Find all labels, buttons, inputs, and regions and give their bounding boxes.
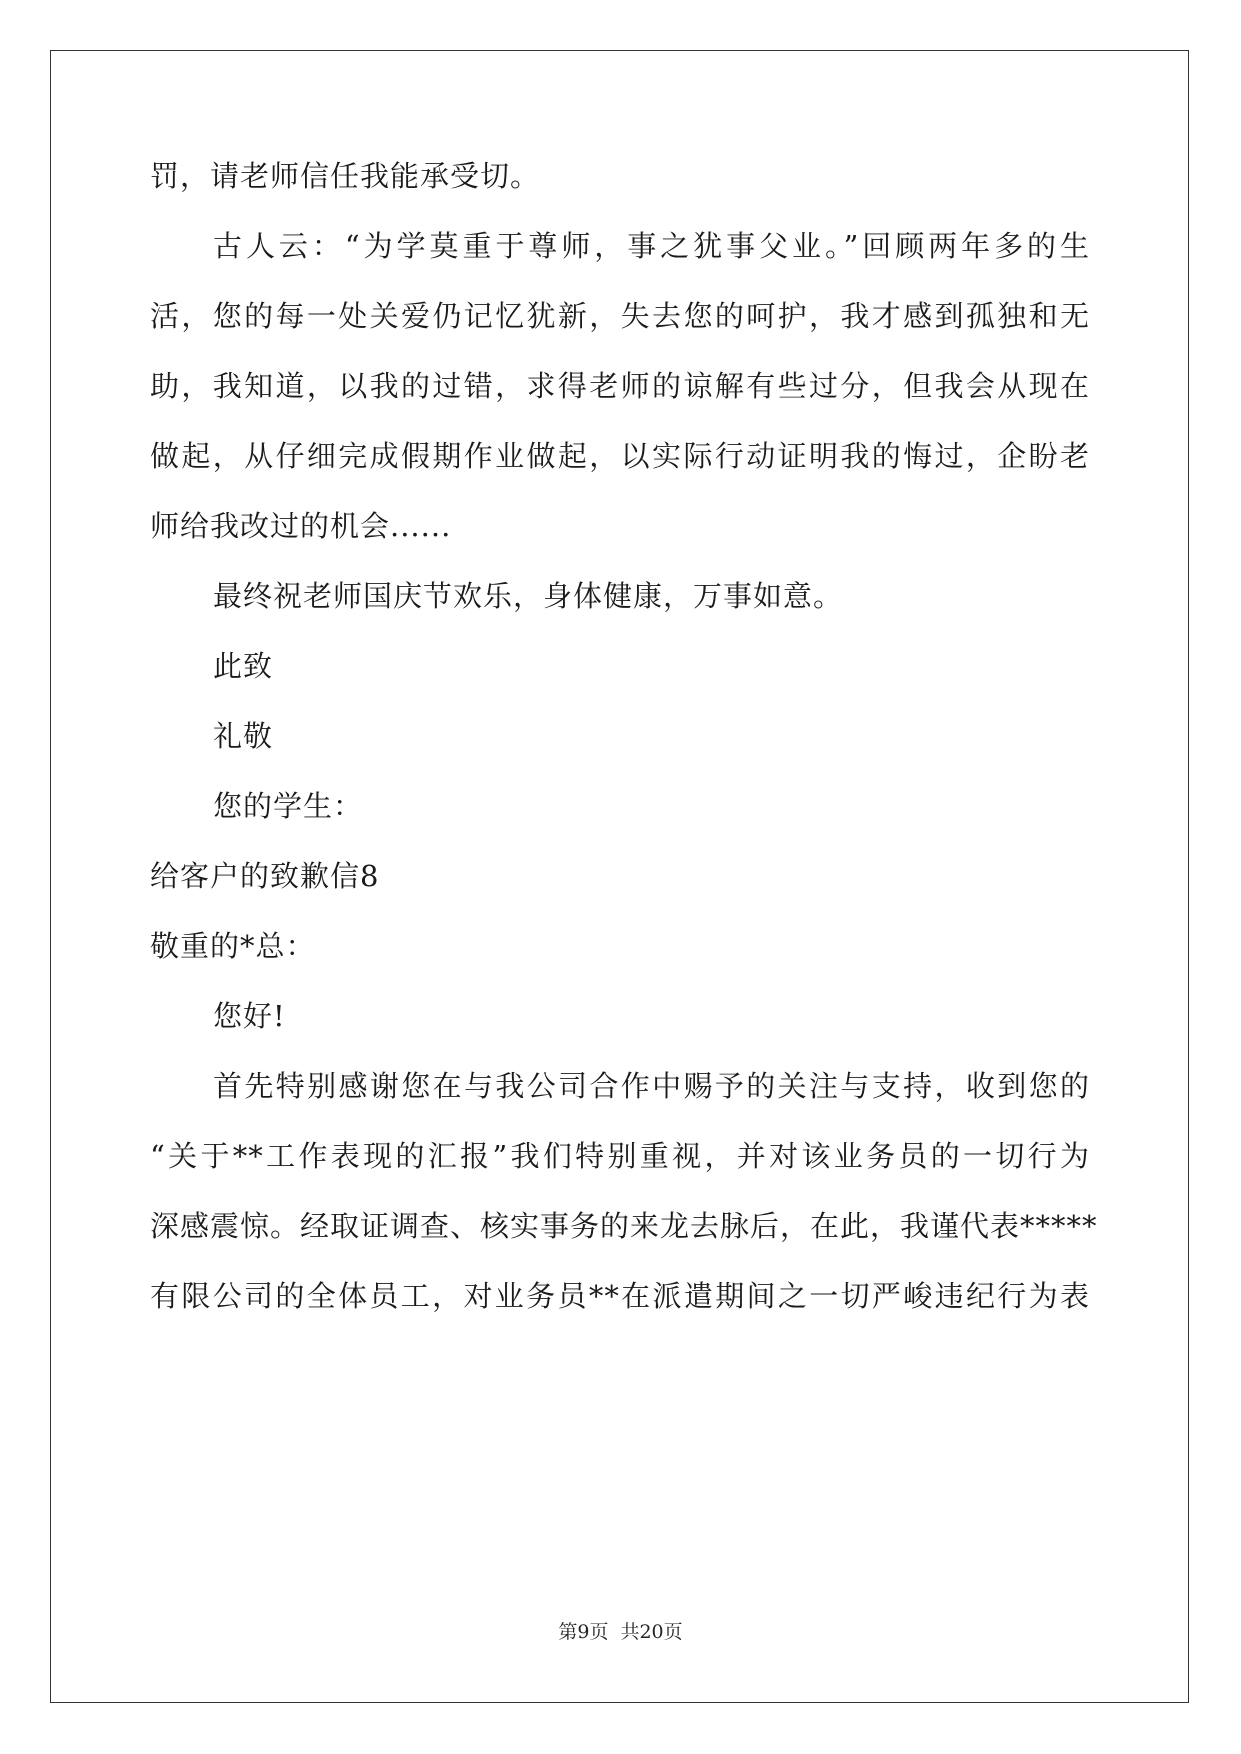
salutation-lijing: 礼敬 [213,719,274,753]
body-line-15: “关于**工作表现的汇报”我们特别重视，并对该业务员的一切行为 [150,1139,1090,1173]
body-line-5: 做起，从仔细完成假期作业做起，以实际行动证明我的悔过，企盼老 [150,439,1090,473]
body-line-17: 有限公司的全体员工，对业务员**在派遣期间之一切严峻违纪行为表 [150,1279,1090,1313]
body-line-3: 活，您的每一处关爱仍记忆犹新，失去您的呵护，我才感到孤独和无 [150,299,1090,333]
greeting: 您好! [213,999,286,1033]
closing-wish: 最终祝老师国庆节欢乐，身体健康，万事如意。 [213,579,844,613]
signature-student: 您的学生： [213,789,364,823]
body-line-16: 深感震惊。经取证调查、核实事务的来龙去脉后，在此，我谨代表***** [150,1209,1098,1243]
salutation-cizhi: 此致 [213,649,274,683]
page-footer [0,1620,1241,1644]
body-line-4: 助，我知道，以我的过错，求得老师的谅解有些过分，但我会从现在 [150,369,1090,403]
letter-recipient: 敬重的*总： [150,929,316,963]
page-number: 第9页 [558,1621,609,1643]
body-line-6: 师给我改过的机会...... [150,509,452,543]
section-heading: 给客户的致歉信8 [150,859,380,893]
body-line-1: 罚，请老师信任我能承受切。 [150,159,541,193]
body-line-2: 古人云：“为学莫重于尊师，事之犹事父业。”回顾两年多的生 [213,229,1090,263]
page-total: 共20页 [620,1621,683,1643]
body-line-14: 首先特别感谢您在与我公司合作中赐予的关注与支持，收到您的 [213,1069,1090,1103]
